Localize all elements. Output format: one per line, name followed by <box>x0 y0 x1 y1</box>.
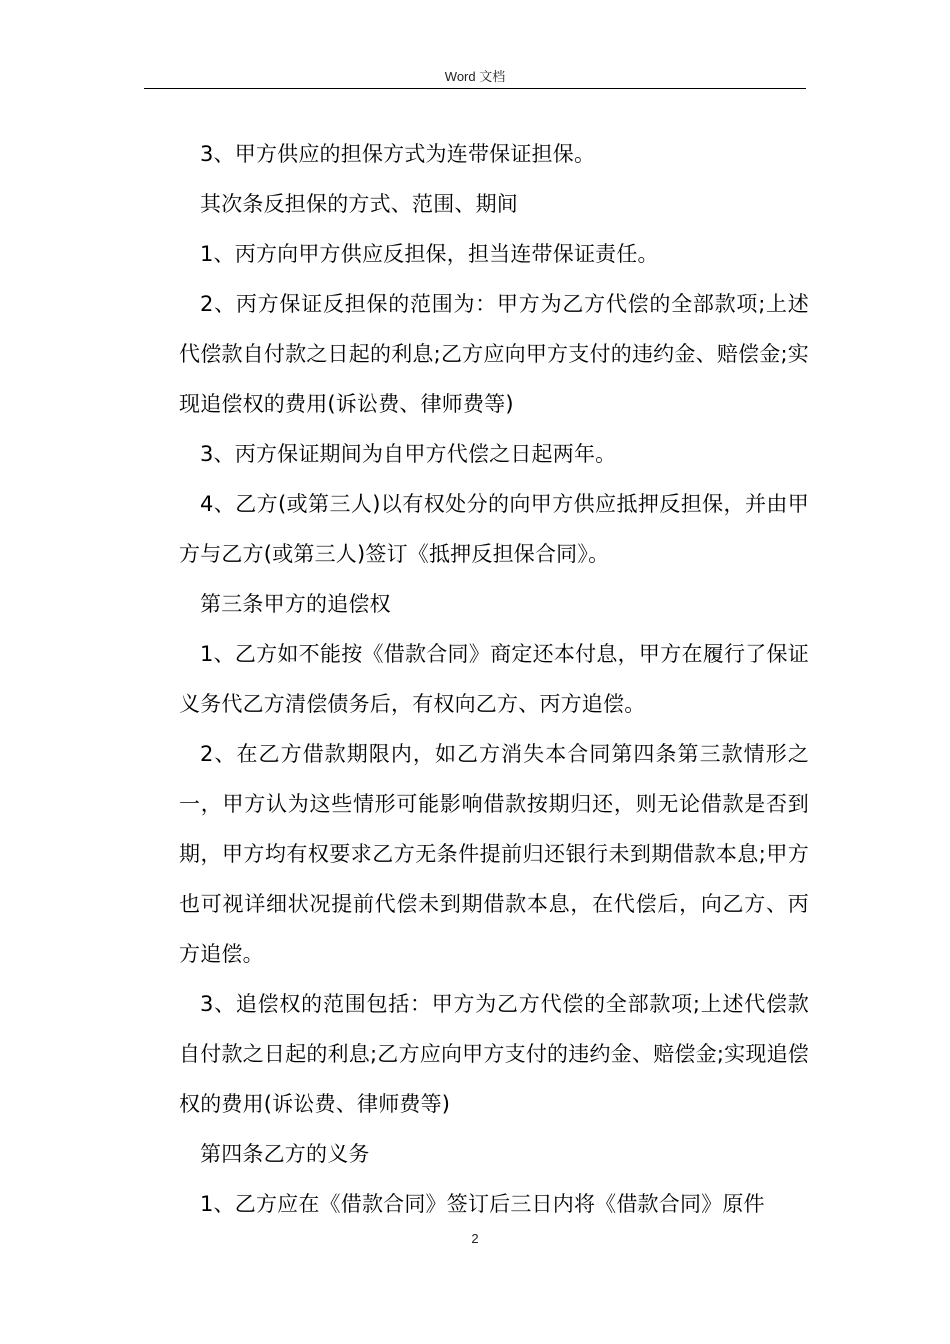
paragraph: 3、丙方保证期间为自甲方代偿之日起两年。 <box>200 442 617 466</box>
page-number: 2 <box>471 1231 479 1246</box>
paragraph: 1、乙方应在《借款合同》签订后三日内将《借款合同》原件 <box>200 1192 765 1216</box>
paragraph: 1、乙方如不能按《借款合同》商定还本付息，甲方在履行了保证义务代乙方清偿债务后，有权向乙方、丙方追偿。 <box>179 642 809 716</box>
paragraph: 3、追偿权的范围包括：甲方为乙方代偿的全部款项;上述代偿款自付款之日起的利息;乙方应向甲方支付的违约金、赔偿金;实现追偿权的费用(诉讼费、律师费等) <box>179 992 809 1116</box>
section-heading: 第三条甲方的追偿权 <box>200 592 391 616</box>
paragraph: 2、丙方保证反担保的范围为：甲方为乙方代偿的全部款项;上述代偿款自付款之日起的利息;乙方应向甲方支付的违约金、赔偿金;实现追偿权的费用(诉讼费、律师费等) <box>179 292 809 416</box>
paragraph: 1、丙方向甲方供应反担保，担当连带保证责任。 <box>200 242 659 266</box>
section-heading: 其次条反担保的方式、范围、期间 <box>200 192 518 216</box>
header-divider <box>144 88 806 89</box>
page-header: Word 文档 <box>444 69 506 84</box>
paragraph: 4、乙方(或第三人)以有权处分的向甲方供应抵押反担保，并由甲方与乙方(或第三人)签订《抵押反担保合同》。 <box>179 492 809 566</box>
paragraph: 3、甲方供应的担保方式为连带保证担保。 <box>200 142 596 166</box>
section-heading: 第四条乙方的义务 <box>200 1142 370 1166</box>
document-body <box>179 129 809 1229</box>
paragraph: 2、在乙方借款期限内，如乙方消失本合同第四条第三款情形之一，甲方认为这些情形可能影响借款按期归还，则无论借款是否到期，甲方均有权要求乙方无条件提前归还银行未到期借款本息;甲方也可视详细状况提前代偿未到期借款本息，在代偿后，向乙方、丙方追偿。 <box>179 742 809 966</box>
